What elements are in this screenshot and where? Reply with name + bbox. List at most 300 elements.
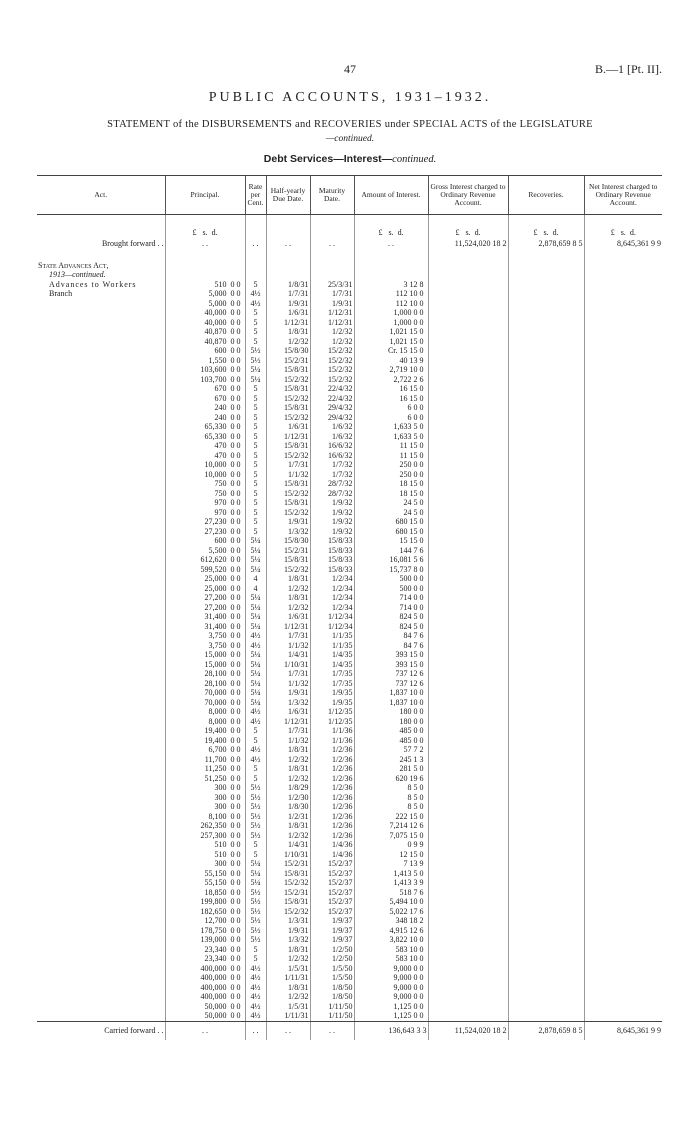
recoveries-cell [508, 1002, 584, 1012]
rate-cell: 4½ [245, 745, 266, 755]
interest-cell: 1,413 3 9 [354, 878, 428, 888]
principal-shillings-pence: 0 0 [230, 830, 241, 840]
act-cell [37, 641, 165, 651]
gross-interest-cell [428, 726, 508, 736]
table-row [37, 774, 662, 784]
net-interest-cell [584, 584, 662, 594]
rate-cell: 5¼ [245, 660, 266, 670]
interest-cell: 7 13 9 [354, 859, 428, 869]
gross-interest-cell [428, 299, 508, 309]
due-date-cell: 1/8/31 [266, 280, 310, 290]
rate-cell: 4 [245, 574, 266, 584]
interest-cell: 112 10 0 [354, 299, 428, 309]
maturity-date-cell: 1/11/50 [310, 1011, 354, 1021]
table-row [37, 983, 662, 993]
rate-cell: 4½ [245, 641, 266, 651]
act-cell [37, 508, 165, 518]
principal-shillings-pence: 0 0 [230, 925, 241, 935]
principal-shillings-pence: 0 0 [230, 593, 241, 602]
gross-interest-cell [428, 565, 508, 575]
gross-interest-cell [428, 527, 508, 537]
due-date-cell: 1/12/31 [266, 318, 310, 328]
gross-units: £ s. d. [428, 227, 508, 239]
principal-amount: 1,550 [208, 355, 227, 365]
recoveries-cell [508, 983, 584, 993]
due-date-cell: 1/8/31 [266, 327, 310, 337]
gross-interest-cell [428, 983, 508, 993]
principal-amount: 27,230 [204, 526, 227, 536]
act-cell [37, 688, 165, 698]
interest-cell: 1,000 0 0 [354, 308, 428, 318]
rate-cell: 5 [245, 337, 266, 347]
col-net-interest: Net Interest charged to Ordinary Revenue Account. [584, 176, 662, 215]
principal-amount: 27,200 [204, 602, 227, 612]
due-date-cell: 1/9/31 [266, 926, 310, 936]
table-row [37, 413, 662, 423]
rate-cell: 5 [245, 479, 266, 489]
gross-interest-cell [428, 375, 508, 385]
rate-cell: 5¼ [245, 555, 266, 565]
principal-shillings-pence: 0 0 [230, 289, 241, 298]
principal-amount: 15,000 [204, 659, 227, 669]
interest-cell: 6 0 0 [354, 413, 428, 423]
act-cell [37, 802, 165, 812]
gross-interest-cell [428, 413, 508, 423]
principal-shillings-pence: 0 0 [230, 954, 241, 963]
due-date-cell: 1/4/31 [266, 840, 310, 850]
due-date-cell: 15/8/31 [266, 384, 310, 394]
principal-cell [165, 726, 245, 736]
rate-cell: 5 [245, 736, 266, 746]
rate-cell: 5 [245, 945, 266, 955]
gross-interest-cell [428, 584, 508, 594]
gross-interest-cell [428, 992, 508, 1002]
principal-cell [165, 603, 245, 613]
principal-shillings-pence: 0 0 [230, 821, 241, 830]
rate-cell: 4½ [245, 973, 266, 983]
principal-amount: 31,400 [204, 612, 227, 621]
table-row [37, 641, 662, 651]
interest-cell: 8 5 0 [354, 783, 428, 793]
net-interest-cell [584, 745, 662, 755]
principal-cell [165, 327, 245, 337]
interest-cell: 180 0 0 [354, 707, 428, 717]
principal-amount: 470 [214, 441, 227, 450]
table-row [37, 327, 662, 337]
interest-cell: 824 5 0 [354, 612, 428, 622]
principal-shillings-pence: 0 0 [230, 764, 241, 773]
table-row [37, 527, 662, 537]
interest-cell: 1,413 5 0 [354, 869, 428, 879]
gross-interest-cell [428, 802, 508, 812]
maturity-date-cell: 15/2/37 [310, 859, 354, 869]
due-date-cell: 15/2/32 [266, 413, 310, 423]
interest-cell: 11 15 0 [354, 441, 428, 451]
gross-interest-cell [428, 793, 508, 803]
net-interest-cell [584, 783, 662, 793]
principal-amount: 11,700 [204, 754, 227, 764]
principal-cell [165, 650, 245, 660]
principal-shillings-pence: 0 0 [230, 393, 241, 403]
net-interest-cell [584, 964, 662, 974]
gross-interest-cell [428, 422, 508, 432]
gross-interest-cell [428, 593, 508, 603]
due-date-cell: 15/8/31 [266, 403, 310, 413]
interest-cell: 500 0 0 [354, 574, 428, 584]
principal-cell [165, 707, 245, 717]
interest-cell: 18 15 0 [354, 479, 428, 489]
act-cell [37, 432, 165, 442]
page-title: PUBLIC ACCOUNTS, 1931–1932. [208, 90, 492, 105]
principal-shillings-pence: 0 0 [230, 650, 241, 659]
brought-forward-recoveries: 2,878,659 8 5 [508, 239, 584, 249]
recoveries-cell [508, 612, 584, 622]
recoveries-cell [508, 470, 584, 480]
principal-units: £ s. d. [165, 227, 245, 239]
act-cell [37, 394, 165, 404]
brought-forward-row [37, 239, 662, 249]
maturity-date-cell: 1/7/35 [310, 669, 354, 679]
principal-shillings-pence: 0 0 [230, 279, 241, 289]
principal-shillings-pence: 0 0 [230, 669, 241, 678]
gross-interest-cell [428, 517, 508, 527]
table-row [37, 536, 662, 546]
recoveries-cell [508, 859, 584, 869]
due-date-cell: 1/8/30 [266, 802, 310, 812]
recoveries-cell [508, 992, 584, 1002]
maturity-date-cell: 1/7/32 [310, 470, 354, 480]
principal-cell [165, 612, 245, 622]
interest-cell: 222 15 0 [354, 812, 428, 822]
principal-shillings-pence: 0 0 [230, 935, 241, 944]
net-interest-cell [584, 470, 662, 480]
net-interest-cell [584, 603, 662, 613]
principal-cell [165, 641, 245, 651]
principal-cell [165, 403, 245, 413]
recoveries-cell [508, 593, 584, 603]
net-interest-cell [584, 679, 662, 689]
interest-cell: 485 0 0 [354, 736, 428, 746]
table-row [37, 337, 662, 347]
col-principal: Principal. [165, 176, 245, 215]
principal-amount: 19,400 [204, 735, 227, 745]
interest-cell: 9,000 0 0 [354, 964, 428, 974]
principal-amount: 510 [214, 279, 227, 289]
recoveries-cell [508, 888, 584, 898]
interest-cell: 5,022 17 6 [354, 907, 428, 917]
table-row [37, 565, 662, 575]
recoveries-cell [508, 669, 584, 679]
interest-cell: 250 0 0 [354, 460, 428, 470]
due-date-cell: 15/2/32 [266, 878, 310, 888]
principal-cell [165, 831, 245, 841]
recoveries-cell [508, 546, 584, 556]
principal-cell [165, 308, 245, 318]
brought-forward-net: 8,645,361 9 9 [584, 239, 662, 249]
interest-cell: 8 5 0 [354, 802, 428, 812]
principal-amount: 25,000 [204, 583, 227, 593]
maturity-date-cell: 28/7/32 [310, 489, 354, 499]
gross-interest-cell [428, 774, 508, 784]
principal-amount: 470 [214, 450, 227, 460]
principal-amount: 970 [214, 498, 227, 507]
act-cell [37, 736, 165, 746]
principal-cell [165, 688, 245, 698]
net-interest-cell [584, 546, 662, 556]
gross-interest-cell [428, 546, 508, 556]
interest-cell: 3,822 10 0 [354, 935, 428, 945]
net-interest-cell [584, 859, 662, 869]
maturity-date-cell: 1/2/34 [310, 593, 354, 603]
rate-cell: 5 [245, 517, 266, 527]
due-date-cell: 15/2/32 [266, 907, 310, 917]
due-date-cell: 15/8/31 [266, 365, 310, 375]
interest-cell: 1,125 0 0 [354, 1011, 428, 1021]
table-row [37, 584, 662, 594]
recoveries-cell [508, 926, 584, 936]
principal-amount: 6,700 [208, 745, 227, 754]
act-cell [37, 726, 165, 736]
act-cell [37, 983, 165, 993]
gross-interest-cell [428, 432, 508, 442]
rate-cell: 5 [245, 318, 266, 328]
act-cell: Branch [49, 289, 73, 298]
interest-cell: 737 12 6 [354, 679, 428, 689]
gross-interest-cell [428, 384, 508, 394]
principal-cell [165, 736, 245, 746]
act-cell [37, 346, 165, 356]
net-interest-cell [584, 555, 662, 565]
table-row [37, 793, 662, 803]
net-interest-cell [584, 926, 662, 936]
gross-interest-cell [428, 954, 508, 964]
interest-cell: 16 15 0 [354, 394, 428, 404]
gross-interest-cell [428, 783, 508, 793]
due-date-cell: 1/6/31 [266, 612, 310, 622]
net-interest-cell [584, 384, 662, 394]
principal-amount: 300 [214, 783, 227, 792]
gross-interest-cell [428, 489, 508, 499]
interest-cell: 112 10 0 [354, 289, 428, 299]
maturity-date-cell: 16/6/32 [310, 441, 354, 451]
maturity-date-cell: 1/4/36 [310, 850, 354, 860]
maturity-date-cell: 1/2/36 [310, 821, 354, 831]
maturity-date-cell: 1/9/37 [310, 926, 354, 936]
principal-shillings-pence: 0 0 [230, 906, 241, 916]
act-cell [37, 945, 165, 955]
act-cell [37, 612, 165, 622]
net-interest-cell [584, 517, 662, 527]
principal-amount: 27,230 [204, 517, 227, 526]
recoveries-cell [508, 413, 584, 423]
act-cell [37, 916, 165, 926]
net-interest-cell [584, 869, 662, 879]
principal-shillings-pence: 0 0 [230, 612, 241, 621]
recoveries-units: £ s. d. [508, 227, 584, 239]
principal-shillings-pence: 0 0 [230, 916, 241, 925]
maturity-date-cell: 15/2/37 [310, 907, 354, 917]
principal-amount: 670 [214, 384, 227, 393]
principal-amount: 8,000 [208, 716, 227, 726]
interest-cell: 348 18 2 [354, 916, 428, 926]
principal-amount: 139,000 [200, 935, 227, 944]
recoveries-cell [508, 574, 584, 584]
principal-amount: 970 [214, 507, 227, 517]
interest-cell: 16,081 5 6 [354, 555, 428, 565]
net-interest-cell [584, 375, 662, 385]
principal-amount: 182,650 [200, 906, 227, 916]
maturity-date-cell: 1/9/32 [310, 527, 354, 537]
principal-shillings-pence: 0 0 [230, 811, 241, 821]
table-row [37, 498, 662, 508]
act-heading-row [37, 261, 662, 271]
interest-cell: 824 5 0 [354, 622, 428, 632]
interest-cell: 245 1 3 [354, 755, 428, 765]
due-date-cell: 1/2/32 [266, 774, 310, 784]
net-interest-cell [584, 441, 662, 451]
principal-cell [165, 907, 245, 917]
principal-shillings-pence: 0 0 [230, 327, 241, 336]
net-interest-cell [584, 973, 662, 983]
principal-cell [165, 441, 245, 451]
gross-interest-cell [428, 859, 508, 869]
recoveries-cell [508, 527, 584, 537]
act-cell [37, 337, 165, 347]
recoveries-cell [508, 441, 584, 451]
principal-cell [165, 422, 245, 432]
principal-shillings-pence: 0 0 [230, 526, 241, 536]
net-interest-cell [584, 536, 662, 546]
carried-forward-interest: 136,643 3 3 [354, 1021, 428, 1040]
principal-cell [165, 850, 245, 860]
principal-cell [165, 508, 245, 518]
net-interest-cell [584, 612, 662, 622]
act-cell [37, 299, 165, 309]
act-cell [37, 973, 165, 983]
recoveries-cell [508, 422, 584, 432]
rate-cell: 5¼ [245, 869, 266, 879]
net-interest-cell [584, 460, 662, 470]
interest-cell: Cr. 15 15 0 [354, 346, 428, 356]
principal-cell [165, 802, 245, 812]
due-date-cell: 1/5/31 [266, 1002, 310, 1012]
principal-cell [165, 840, 245, 850]
table-row [37, 432, 662, 442]
gross-interest-cell [428, 280, 508, 290]
recoveries-cell [508, 308, 584, 318]
rate-cell: 5½ [245, 935, 266, 945]
gross-interest-cell [428, 327, 508, 337]
recoveries-cell [508, 327, 584, 337]
principal-shillings-pence: 0 0 [230, 460, 241, 469]
due-date-cell: 1/1/32 [266, 641, 310, 651]
principal-shillings-pence: 0 0 [230, 992, 241, 1001]
recoveries-cell [508, 745, 584, 755]
rate-cell: 5 [245, 726, 266, 736]
table-row [37, 812, 662, 822]
net-interest-cell [584, 840, 662, 850]
table-header-row [37, 176, 662, 215]
gross-interest-cell [428, 878, 508, 888]
table-row [37, 707, 662, 717]
recoveries-cell [508, 755, 584, 765]
maturity-date-cell: 15/2/37 [310, 897, 354, 907]
due-date-cell: 1/2/32 [266, 584, 310, 594]
recoveries-cell [508, 717, 584, 727]
gross-interest-cell [428, 508, 508, 518]
interest-cell: 4,915 12 6 [354, 926, 428, 936]
table-row [37, 897, 662, 907]
act-cell [37, 859, 165, 869]
gross-interest-cell [428, 679, 508, 689]
gross-interest-cell [428, 964, 508, 974]
principal-amount: 300 [214, 802, 227, 811]
principal-shillings-pence: 0 0 [230, 678, 241, 688]
rate-cell: 5½ [245, 926, 266, 936]
principal-cell [165, 897, 245, 907]
principal-amount: 11,250 [204, 764, 227, 773]
due-date-cell: 1/10/31 [266, 660, 310, 670]
principal-cell [165, 489, 245, 499]
table-row [37, 422, 662, 432]
interest-cell: 714 0 0 [354, 593, 428, 603]
gross-interest-cell [428, 812, 508, 822]
principal-shillings-pence: 0 0 [230, 745, 241, 754]
principal-shillings-pence: 0 0 [230, 887, 241, 897]
principal-cell [165, 432, 245, 442]
recoveries-cell [508, 840, 584, 850]
principal-shillings-pence: 0 0 [230, 602, 241, 612]
table-row [37, 479, 662, 489]
due-date-cell: 1/9/31 [266, 688, 310, 698]
recoveries-cell [508, 280, 584, 290]
act-line-2: 1913—continued. [49, 270, 106, 279]
interest-cell: 15,737 8 0 [354, 565, 428, 575]
due-date-cell: 1/2/32 [266, 755, 310, 765]
due-date-cell: 1/5/31 [266, 964, 310, 974]
recoveries-cell [508, 802, 584, 812]
principal-amount: 40,870 [204, 327, 227, 336]
interest-cell: 11 15 0 [354, 451, 428, 461]
act-line-1: State Advances Act, [38, 260, 109, 270]
table-row [37, 289, 662, 299]
principal-cell [165, 755, 245, 765]
act-cell [37, 384, 165, 394]
due-date-cell: 1/8/31 [266, 821, 310, 831]
interest-table [37, 175, 662, 1040]
principal-shillings-pence: 0 0 [230, 536, 241, 545]
interest-cell: 16 15 0 [354, 384, 428, 394]
col-gross-interest: Gross Interest charged to Ordinary Revenue Account. [428, 176, 508, 215]
gross-interest-cell [428, 394, 508, 404]
statement-subtitle-continued: —continued. [325, 134, 375, 144]
maturity-date-cell: 15/2/32 [310, 346, 354, 356]
due-date-cell: 15/2/32 [266, 375, 310, 385]
gross-interest-cell [428, 821, 508, 831]
net-interest-cell [584, 736, 662, 746]
principal-cell [165, 945, 245, 955]
principal-amount: 27,200 [204, 593, 227, 602]
recoveries-cell [508, 622, 584, 632]
net-interest-cell [584, 802, 662, 812]
brought-forward-principal: . . [165, 239, 245, 249]
act-cell [37, 308, 165, 318]
gross-interest-cell [428, 945, 508, 955]
rate-cell: 5¼ [245, 593, 266, 603]
table-row [37, 945, 662, 955]
act-cell [37, 698, 165, 708]
rate-cell: 5 [245, 394, 266, 404]
